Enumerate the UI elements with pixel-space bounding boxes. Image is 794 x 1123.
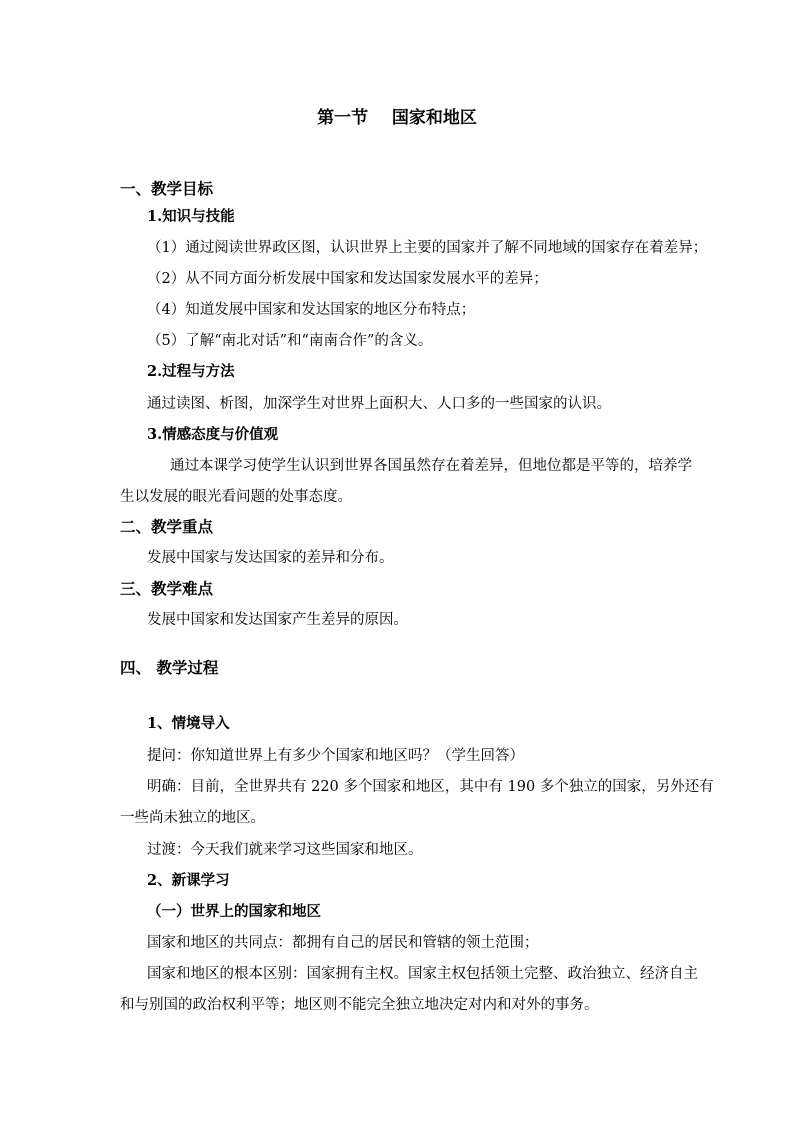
subheading-scenario-intro: 1、情境导入 — [147, 715, 230, 732]
subheading-process-method: 2.过程与方法 — [147, 363, 235, 380]
subheading-new-lesson: 2、新课学习 — [147, 872, 230, 889]
section-heading-teaching-process: 四、 教学过程 — [120, 658, 219, 677]
attitude-text-line-1: 通过本课学习使学生认识到世界各国虽然存在着差异，但地位都是平等的，培养学 — [170, 458, 692, 474]
process-method-text: 通过读图、析图，加深学生对世界上面积大、人口多的一些国家的认识。 — [147, 396, 611, 412]
key-points-text: 发展中国家与发达国家的差异和分布。 — [147, 550, 394, 566]
goal-item-1: （1）通过阅读世界政区图，认识世界上主要的国家并了解不同地域的国家存在着差异； — [147, 240, 708, 256]
difference-text-line-1: 国家和地区的根本区别：国家拥有主权。国家主权包括领土完整、政治独立、经济自主 — [147, 966, 698, 982]
subheading-countries-regions: （一）世界上的国家和地区 — [147, 903, 321, 920]
subheading-knowledge-skills: 1.知识与技能 — [147, 208, 235, 225]
section-heading-difficulties: 三、教学难点 — [120, 579, 214, 598]
page-title: 第一节 国家和地区 — [317, 108, 477, 128]
goal-item-4: （4）知道发展中国家和发达国家的地区分布特点； — [147, 302, 476, 318]
common-points-text: 国家和地区的共同点：都拥有自己的居民和管辖的领土范围； — [147, 935, 539, 951]
attitude-text-line-2: 生以发展的眼光看问题的处事态度。 — [120, 489, 352, 505]
difference-text-line-2: 和与别国的政治权利平等；地区则不能完全独立地决定对内和对外的事务。 — [120, 997, 599, 1013]
goal-item-2: （2）从不同方面分析发展中国家和发达国家发展水平的差异； — [147, 271, 548, 287]
difficulties-text: 发展中国家和发达国家产生差异的原因。 — [147, 612, 408, 628]
section-heading-key-points: 二、教学重点 — [120, 517, 214, 536]
section-heading-teaching-goals: 一、教学目标 — [120, 179, 214, 198]
subheading-attitude-values: 3.情感态度与价值观 — [147, 426, 279, 443]
goal-item-5: （5）了解“南北对话”和“南南合作”的含义。 — [147, 333, 433, 349]
intro-question: 提问：你知道世界上有多少个国家和地区吗？（学生回答） — [147, 748, 524, 764]
intro-transition: 过渡：今天我们就来学习这些国家和地区。 — [147, 842, 423, 858]
intro-answer-line-1: 明确：目前，全世界共有 220 多个国家和地区，其中有 190 多个独立的国家，另外还有 — [147, 779, 714, 795]
intro-answer-line-2: 一些尚未独立的地区。 — [120, 810, 265, 826]
